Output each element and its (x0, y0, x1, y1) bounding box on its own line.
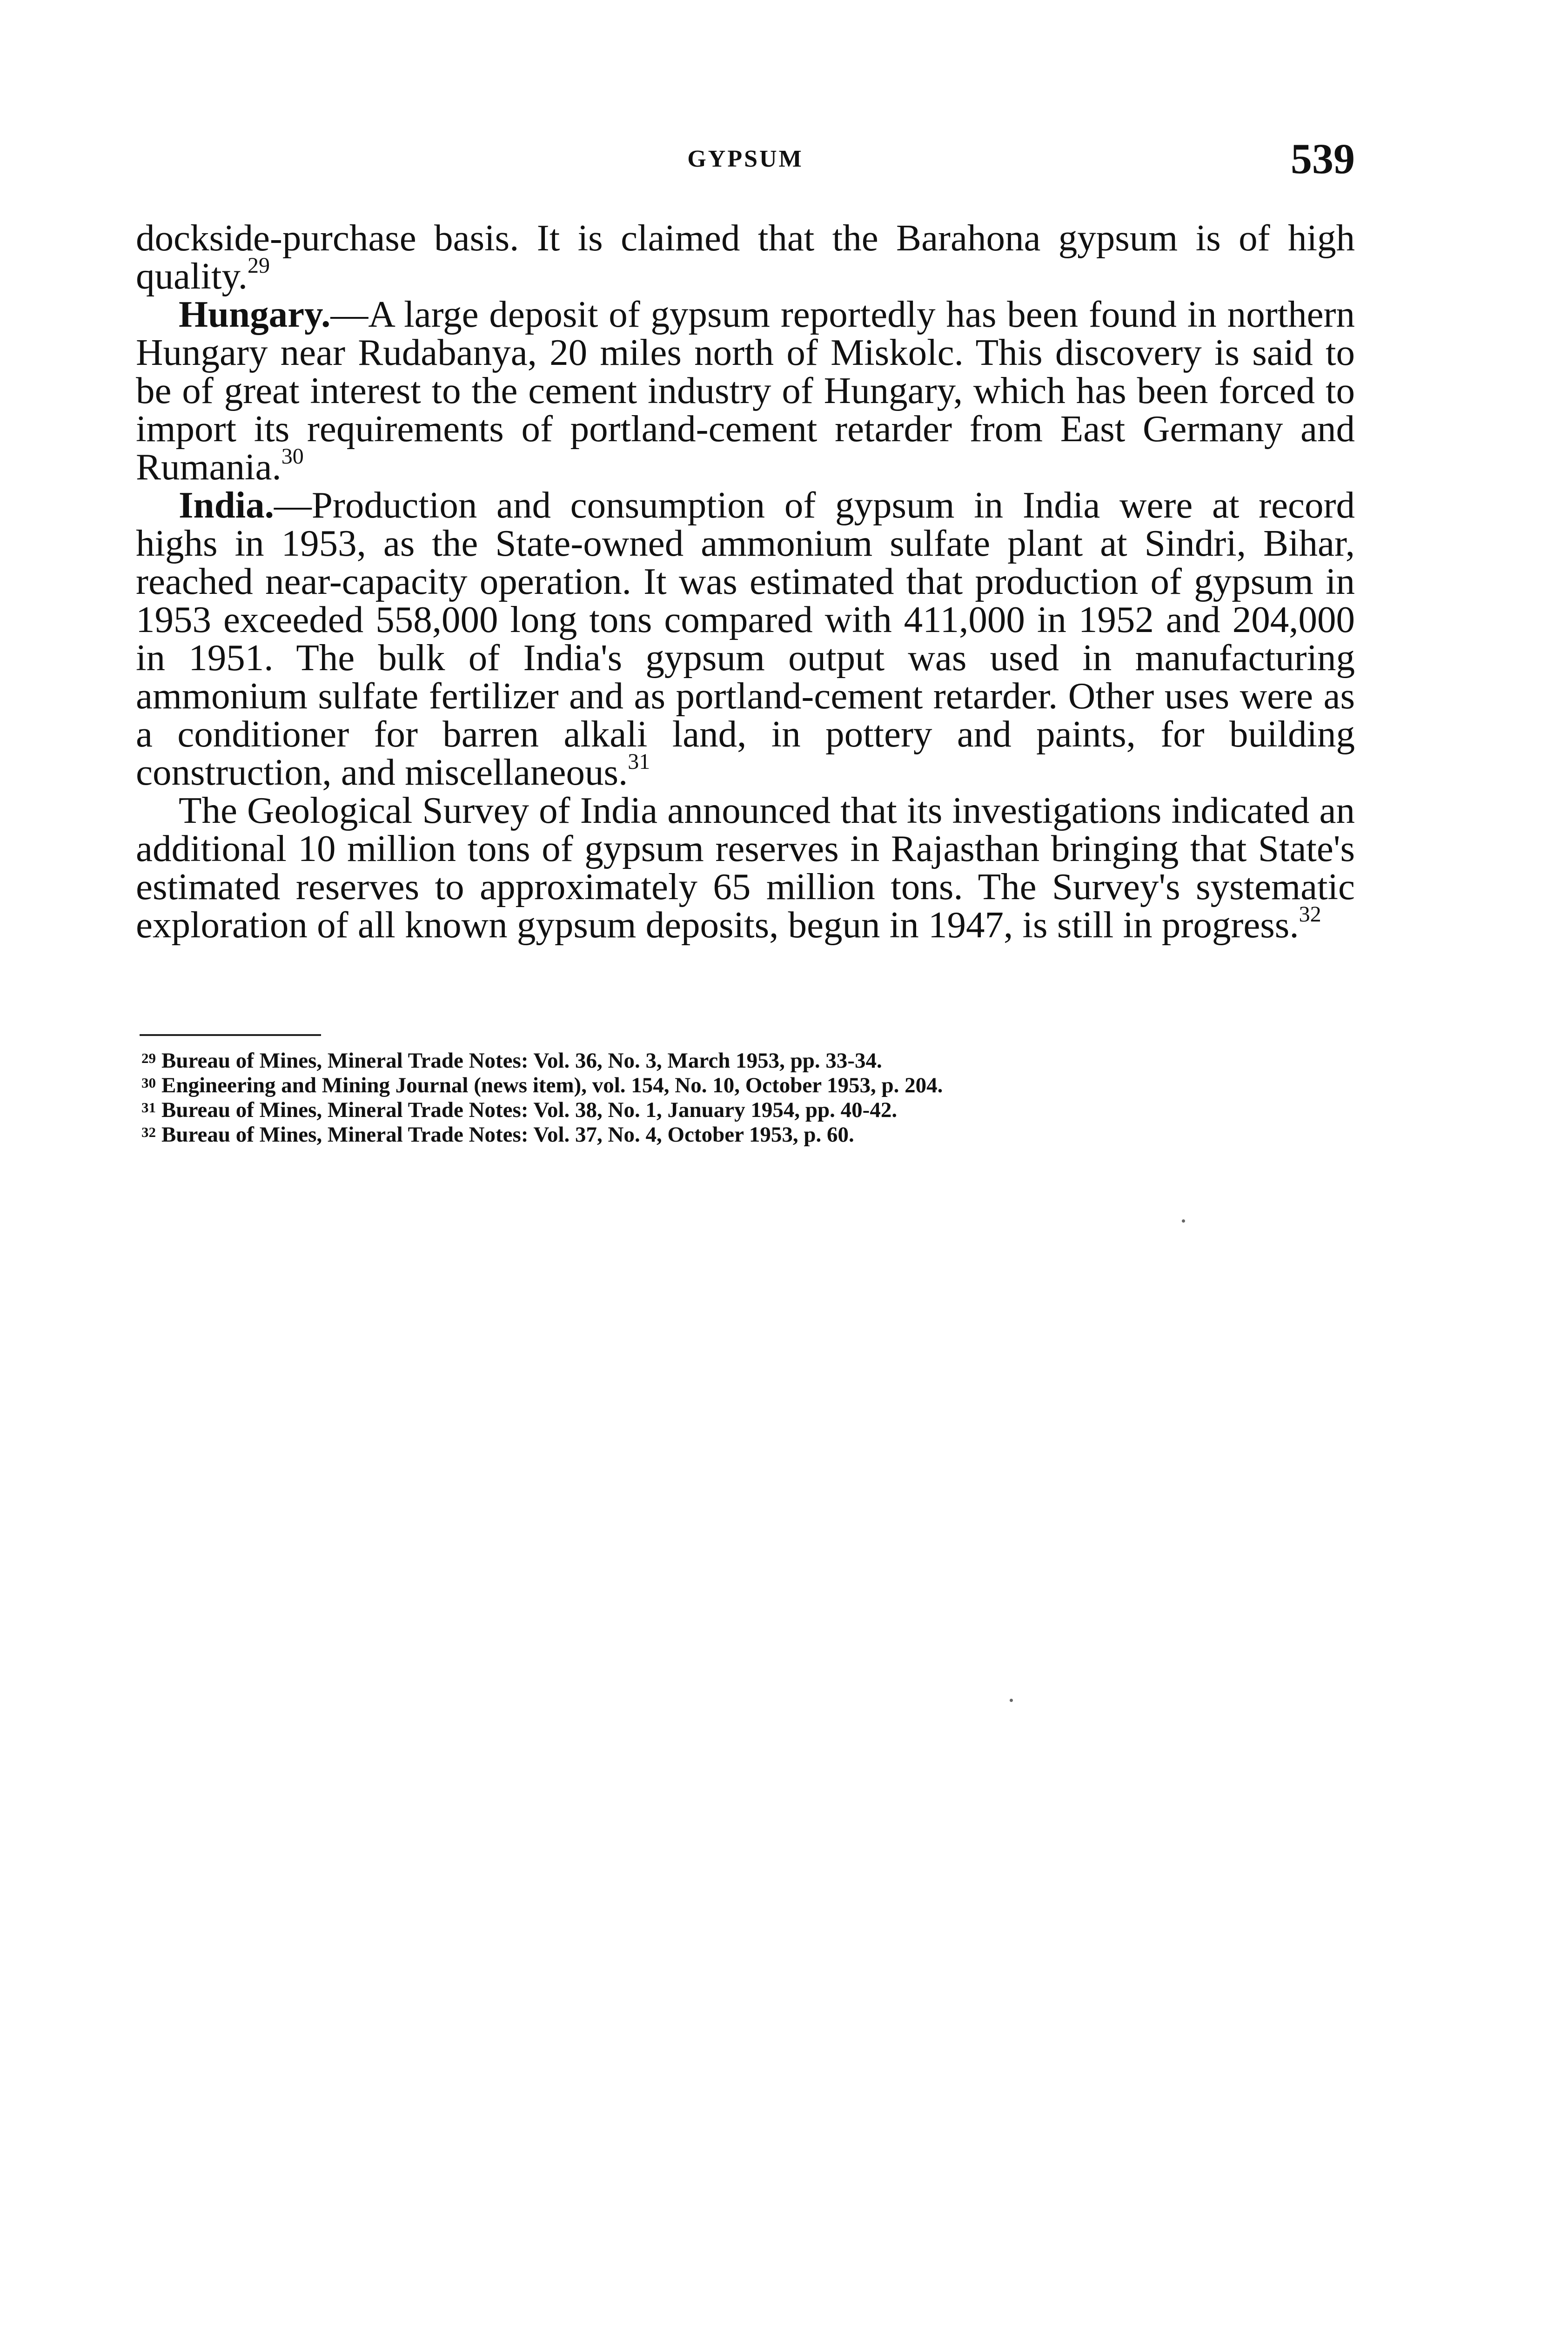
body-text (136, 219, 1355, 944)
running-title: GYPSUM (687, 146, 804, 172)
footnote-29 (141, 1047, 1212, 1072)
paragraph-text: The Geological Survey of India announced that its investigations indicated an additional 10 million tons of gypsum reserves in Rajasthan bringing that State's estimated reserves to approximately 65 million tons. The Survey's systematic exploration of all known gypsum deposits, begun in 1947, is still in progress. (136, 789, 1355, 946)
footnote-text: Bureau of Mines, Mineral Trade Notes: Vol. 36, No. 3, March 1953, pp. 33-34. (161, 1049, 882, 1073)
page-number: 539 (1291, 135, 1355, 182)
footnote-reference: 31 (628, 749, 650, 774)
country-heading: Hungary. (179, 293, 331, 335)
footnote-text: Engineering and Mining Journal (news item), vol. 154, No. 10, October 1953, p. 204. (161, 1073, 943, 1097)
footnote-reference: 30 (281, 444, 304, 469)
footnote-text: Bureau of Mines, Mineral Trade Notes: Vol. 37, No. 4, October 1953, p. 60. (161, 1123, 854, 1147)
paragraph-india (136, 486, 1355, 791)
footnote-divider (140, 1034, 321, 1036)
footnote-32 (141, 1121, 1212, 1146)
footnote-marker: 29 (141, 1050, 156, 1066)
running-head (136, 134, 1355, 185)
footnote-marker: 30 (141, 1075, 156, 1091)
footnote-marker: 31 (141, 1099, 156, 1116)
country-heading: India. (179, 484, 274, 526)
footnote-marker: 32 (141, 1124, 156, 1140)
paragraph-text: —Production and consumption of gypsum in India were at record highs in 1953, as the State-owned ammonium sulfate plant at Sindri, Bihar, reached near-capacity operation. It was estimated that production of gypsum in 1953 exceeded 558,000 long tons compared with 411,000 in 1952 and 204,000 in 1951. The bulk of India's gypsum output was used in manufacturing ammonium sulfate fertilizer and as portland-cement retarder. Other uses were as a conditioner for barren alkali land, in pottery and paints, for building construction, and miscellaneous. (136, 484, 1355, 793)
paragraph-text: —A large deposit of gypsum reportedly has been found in northern Hungary near Rudabanya, 20 miles north of Miskolc. This discovery is said to be of great interest to the cement industry of Hungary, which has been forced to import its requirements of portland-cement retarder from East Germany and Rumania. (136, 293, 1355, 488)
paragraph-text: dockside-purchase basis. It is claimed that the Barahona gypsum is of high quality. (136, 217, 1355, 297)
paragraph-hungary (136, 295, 1355, 486)
paragraph-barahona (136, 219, 1355, 295)
footnote-31 (141, 1096, 1212, 1121)
paper-speck (1010, 1699, 1013, 1702)
footnote-reference: 29 (247, 253, 270, 278)
paper-speck (1182, 1219, 1185, 1223)
footnote-30 (141, 1072, 1212, 1096)
paragraph-geological-survey (136, 791, 1355, 944)
footnotes (141, 1047, 1212, 1146)
footnote-reference: 32 (1299, 902, 1321, 927)
footnote-text: Bureau of Mines, Mineral Trade Notes: Vol. 38, No. 1, January 1954, pp. 40-42. (161, 1098, 898, 1122)
